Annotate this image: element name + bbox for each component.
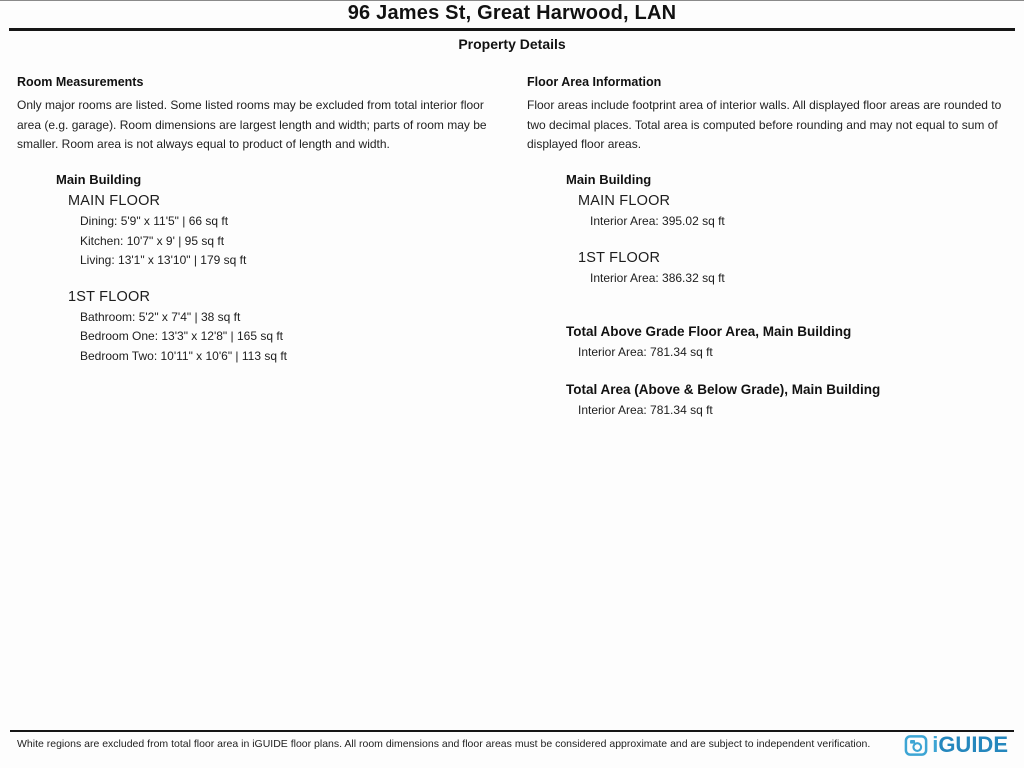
room-measurements-section [17, 75, 498, 366]
floor-area-information-section [527, 75, 1016, 420]
room-line: Living: 13'1" x 13'10" | 179 sq ft [80, 253, 247, 268]
room-measurements-building [17, 172, 498, 366]
footer-divider [10, 730, 1014, 732]
floor-area-totals [527, 324, 1016, 420]
total-heading: Total Above Grade Floor Area, Main Building [566, 324, 852, 340]
room-list [68, 308, 498, 367]
floor-name: 1ST FLOOR [578, 249, 661, 266]
iguide-logo-text [932, 731, 1008, 759]
room-line: Bathroom: 5'2" x 7'4" | 38 sq ft [80, 309, 241, 324]
room-line: Bedroom Two: 10'11" x 10'6" | 113 sq ft [80, 348, 288, 363]
building-name: Main Building [56, 172, 142, 188]
logo-letter-i: i [932, 732, 939, 757]
floor-1st-floor [56, 289, 498, 367]
floor-name: 1ST FLOOR [68, 288, 151, 305]
total-above-below-grade [566, 382, 1016, 421]
building-name: Main Building [566, 172, 652, 188]
floor-area-building [527, 172, 1016, 288]
floor-name: MAIN FLOOR [578, 193, 671, 210]
page-subtitle: Property Details [458, 36, 566, 52]
room-measurements-description: Only major rooms are listed. Some listed rooms may be excluded from total interior floor area (e.g. garage). Room dimensions are largest length and width; parts of room may be smaller. Room area is not always equal to product of length and width. [17, 98, 487, 152]
header-divider [9, 28, 1015, 31]
room-list [68, 212, 498, 271]
logo-word-guide: GUIDE [938, 732, 1008, 757]
room-measurements-heading: Room Measurements [17, 75, 144, 89]
room-line: Dining: 5'9" x 11'5" | 66 sq ft [80, 214, 229, 229]
room-line: Bedroom One: 13'3" x 12'8" | 165 sq ft [80, 329, 284, 344]
floor-area-information-description: Floor areas include footprint area of interior walls. All displayed floor areas are rounded to two decimal places. Total area is computed before rounding and may not equal to sum of displayed floor areas. [527, 98, 1002, 152]
total-above-grade [566, 324, 1016, 363]
interior-area-value: Interior Area: 781.34 sq ft [578, 345, 713, 360]
page-title: 96 James St, Great Harwood, LAN [347, 2, 677, 24]
iguide-camera-icon [904, 733, 929, 758]
floor-area-1st-floor [566, 250, 1016, 289]
interior-area-value: Interior Area: 781.34 sq ft [578, 402, 713, 417]
floor-main-floor [56, 193, 498, 271]
floor-name: MAIN FLOOR [68, 193, 161, 210]
interior-area-value: Interior Area: 395.02 sq ft [590, 214, 725, 229]
footer-disclaimer: White regions are excluded from total floor area in iGUIDE floor plans. All room dimensions and floor areas must be considered approximate and are subject to independent verification. [17, 738, 871, 750]
interior-area-value: Interior Area: 386.32 sq ft [590, 270, 725, 285]
room-line: Kitchen: 10'7" x 9' | 95 sq ft [80, 233, 225, 248]
floor-area-main-floor [566, 193, 1016, 232]
floor-area-information-heading: Floor Area Information [527, 75, 662, 89]
total-heading: Total Area (Above & Below Grade), Main Building [566, 381, 881, 397]
iguide-logo [904, 731, 1008, 759]
